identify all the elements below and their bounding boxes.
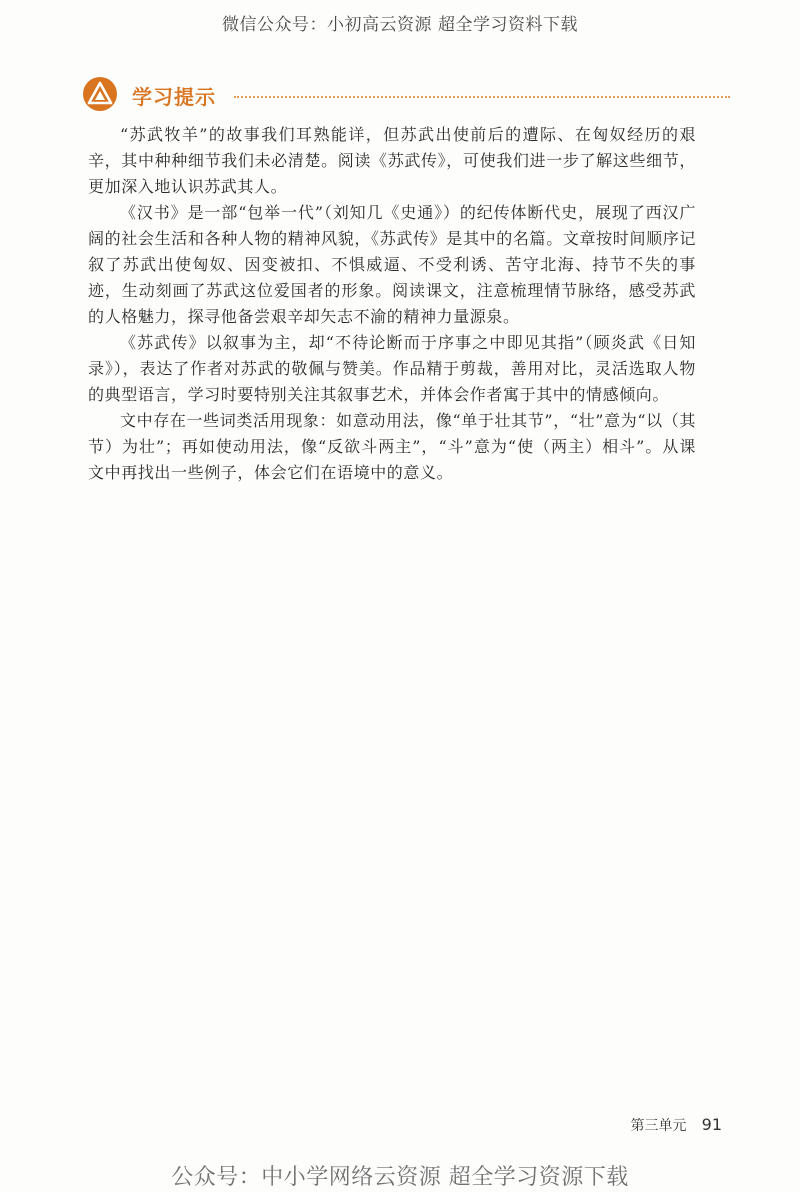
header-watermark: 微信公众号：小初高云资源 超全学习资料下载 <box>222 15 578 35</box>
paragraph: 文中存在一些词类活用现象：如意动用法，像“单于壮其节”，“壮”意为“以（其节）为壮”；再如使动用法，像“反欲斗两主”，“斗”意为“使（两主）相斗”。从课文中再找出一些例子，体会它们在语境中的意义。 <box>88 411 696 482</box>
page-number: 91 <box>701 1115 722 1134</box>
unit-label: 第三单元 <box>630 1118 687 1134</box>
page-footer <box>631 1115 722 1135</box>
section-title: 学习提示 <box>132 85 216 109</box>
dotted-divider <box>234 96 730 98</box>
paragraph: 《苏武传》以叙事为主，却“不待论断而于序事之中即见其指”（顾炎武《日知录》），表达了作者对苏武的敬佩与赞美。作品精于剪裁，善用对比，灵活选取人物的典型语言，学习时要特别关注其叙事艺术，并体会作者寓于其中的情感倾向。 <box>88 333 696 404</box>
footer-watermark: 公众号：中小学网络云资源 超全学习资源下载 <box>171 1165 629 1190</box>
body-text <box>88 122 696 486</box>
paragraph: 《汉书》是一部“包举一代”（刘知几《史通》）的纪传体断代史，展现了西汉广阔的社会生活和各种人物的精神风貌，《苏武传》是其中的名篇。文章按时间顺序记叙了苏武出使匈奴、因变被扣、不惧威逼、不受利诱、苦守北海、持节不失的事迹，生动刻画了苏武这位爱国者的形象。阅读课文，注意梳理情节脉络，感受苏武的人格魅力，探寻他备尝艰辛却矢志不渝的精神力量源泉。 <box>88 203 696 326</box>
paragraph: “苏武牧羊”的故事我们耳熟能详，但苏武出使前后的遭际、在匈奴经历的艰辛，其中种种细节我们未必清楚。阅读《苏武传》，可使我们进一步了解这些细节，更加深入地认识苏武其人。 <box>88 125 696 196</box>
triangle-logo-icon <box>82 76 118 112</box>
section-header <box>82 76 732 112</box>
